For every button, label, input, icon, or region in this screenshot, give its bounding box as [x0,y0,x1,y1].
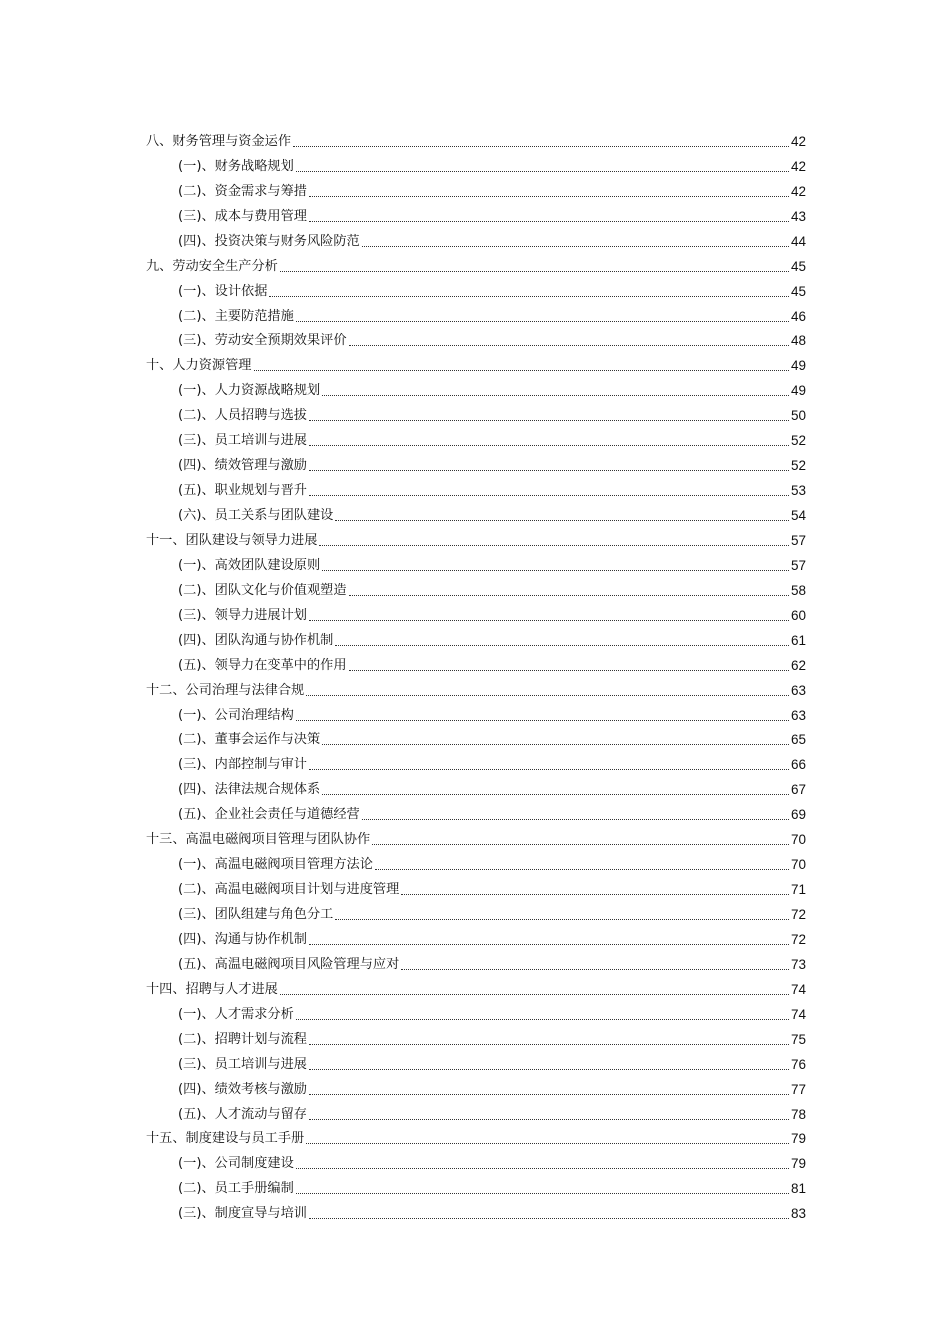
toc-dot-leader [375,868,789,870]
toc-page-number: 62 [790,657,806,673]
toc-entry-title: (二)、员工手册编制 [178,1181,294,1197]
toc-page-number: 57 [790,532,806,548]
toc-section-entry[interactable] [146,949,806,974]
toc-section-entry[interactable] [146,1074,806,1099]
toc-dot-leader [362,818,789,820]
toc-dot-leader [296,320,789,322]
toc-section-entry[interactable] [146,924,806,949]
toc-chapter-entry[interactable] [146,974,806,999]
toc-section-entry[interactable] [146,749,806,774]
toc-dot-leader [296,1018,789,1020]
toc-entry-title: 十一、团队建设与领导力进展 [146,532,318,548]
toc-entry-title: (二)、团队文化与价值观塑造 [178,582,347,598]
toc-section-entry[interactable] [146,500,806,525]
toc-page-number: 57 [790,557,806,573]
toc-section-entry[interactable] [146,1049,806,1074]
toc-entry-title: 十二、公司治理与法律合规 [146,682,305,698]
toc-dot-leader [309,943,789,945]
toc-page-number: 49 [790,383,806,399]
toc-page-number: 45 [790,258,806,274]
toc-dot-leader [309,1217,789,1219]
toc-dot-leader [335,519,789,521]
toc-dot-leader [309,195,789,197]
toc-dot-leader [306,694,789,696]
toc-page-number: 60 [790,607,806,623]
toc-section-entry[interactable] [146,226,806,251]
toc-section-entry[interactable] [146,849,806,874]
toc-chapter-entry[interactable] [146,350,806,375]
toc-section-entry[interactable] [146,176,806,201]
toc-dot-leader [280,993,789,995]
toc-entry-title: (五)、高温电磁阀项目风险管理与应对 [178,956,400,972]
toc-section-entry[interactable] [146,1099,806,1124]
toc-page-number: 79 [790,1131,806,1147]
toc-section-entry[interactable] [146,899,806,924]
toc-dot-leader [322,394,789,396]
toc-entry-title: (四)、投资决策与财务风险防范 [178,233,360,249]
toc-section-entry[interactable] [146,301,806,326]
toc-page-number: 45 [790,283,806,299]
toc-page-number: 43 [790,208,806,224]
toc-dot-leader [309,1043,789,1045]
toc-page-number: 78 [790,1106,806,1122]
toc-dot-leader [322,569,789,571]
toc-page-number: 67 [790,782,806,798]
toc-section-entry[interactable] [146,799,806,824]
toc-dot-leader [280,270,789,272]
toc-page-number: 48 [790,333,806,349]
toc-page-number: 70 [790,832,806,848]
toc-chapter-entry[interactable] [146,1124,806,1149]
toc-section-entry[interactable] [146,874,806,899]
toc-dot-leader [372,843,789,845]
toc-page-number: 49 [790,358,806,374]
toc-section-entry[interactable] [146,625,806,650]
toc-page-number: 72 [790,907,806,922]
toc-entry-title: (五)、领导力在变革中的作用 [178,657,347,673]
toc-section-entry[interactable] [146,575,806,600]
toc-section-entry[interactable] [146,201,806,226]
toc-section-entry[interactable] [146,276,806,301]
toc-page-number: 69 [790,807,806,823]
toc-page-number: 58 [790,582,806,598]
toc-page-number: 74 [790,981,806,997]
table-of-contents [146,126,806,1223]
toc-section-entry[interactable] [146,1148,806,1173]
toc-page-number: 71 [790,882,806,898]
toc-dot-leader [335,644,789,646]
toc-page-number: 53 [790,483,806,499]
toc-page-number: 70 [790,857,806,873]
toc-dot-leader [309,220,789,222]
toc-entry-title: (三)、员工培训与进展 [178,433,307,449]
toc-entry-title: (二)、主要防范措施 [178,308,294,324]
toc-dot-leader [322,793,789,795]
toc-page-number: 72 [790,931,806,947]
toc-entry-title: (二)、高温电磁阀项目计划与进度管理 [178,882,400,898]
toc-section-entry[interactable] [146,326,806,351]
toc-dot-leader [401,893,789,895]
toc-page-number: 42 [790,158,806,174]
toc-entry-title: (一)、公司制度建设 [178,1156,294,1172]
toc-dot-leader [296,1192,789,1194]
toc-dot-leader [362,245,789,247]
toc-dot-leader [309,419,789,421]
toc-page-number: 75 [790,1031,806,1047]
toc-section-entry[interactable] [146,700,806,725]
toc-entry-title: (四)、团队沟通与协作机制 [178,632,334,648]
toc-page-number: 52 [790,458,806,474]
toc-section-entry[interactable] [146,450,806,475]
toc-entry-title: (四)、沟通与协作机制 [178,931,307,947]
toc-page-number: 52 [790,433,806,449]
toc-chapter-entry[interactable] [146,126,806,151]
toc-entry-title: (四)、绩效管理与激励 [178,458,307,474]
toc-dot-leader [296,170,789,172]
toc-entry-title: (一)、高效团队建设原则 [178,557,321,573]
toc-page-number: 42 [790,183,806,199]
toc-page-number: 61 [790,632,806,648]
toc-dot-leader [322,743,789,745]
toc-section-entry[interactable] [146,600,806,625]
toc-dot-leader [349,344,789,346]
toc-page-number: 77 [790,1081,806,1097]
toc-section-entry[interactable] [146,1198,806,1223]
toc-page-number: 81 [790,1181,806,1197]
toc-entry-title: (三)、团队组建与角色分工 [178,907,334,922]
toc-dot-leader [296,719,789,721]
toc-entry-title: (一)、公司治理结构 [178,707,294,723]
toc-dot-leader [309,494,789,496]
toc-entry-title: (三)、内部控制与审计 [178,757,307,773]
toc-dot-leader [349,594,789,596]
toc-page-number: 63 [790,682,806,698]
toc-section-entry[interactable] [146,425,806,450]
toc-page-number: 73 [790,956,806,972]
toc-dot-leader [401,968,789,970]
toc-entry-title: 八、财务管理与资金运作 [146,133,292,149]
toc-dot-leader [309,768,789,770]
toc-section-entry[interactable] [146,550,806,575]
toc-dot-leader [296,1167,789,1169]
toc-entry-title: 十五、制度建设与员工手册 [146,1131,305,1147]
toc-dot-leader [309,1068,789,1070]
toc-dot-leader [254,369,789,371]
toc-dot-leader [309,444,789,446]
toc-section-entry[interactable] [146,1024,806,1049]
toc-section-entry[interactable] [146,774,806,799]
toc-dot-leader [293,145,789,147]
toc-dot-leader [309,1118,789,1120]
toc-page-number: 66 [790,757,806,773]
toc-chapter-entry[interactable] [146,525,806,550]
toc-section-entry[interactable] [146,725,806,750]
toc-entry-title: (二)、董事会运作与决策 [178,732,321,748]
toc-entry-title: (一)、设计依据 [178,283,268,299]
toc-entry-title: (四)、法律法规合规体系 [178,782,321,798]
toc-section-entry[interactable] [146,400,806,425]
toc-dot-leader [319,544,789,546]
toc-entry-title: 十、人力资源管理 [146,358,252,374]
toc-entry-title: (一)、财务战略规划 [178,158,294,174]
toc-page-number: 42 [790,133,806,149]
toc-entry-title: (二)、招聘计划与流程 [178,1031,307,1047]
toc-section-entry[interactable] [146,151,806,176]
toc-section-entry[interactable] [146,475,806,500]
toc-entry-title: 十三、高温电磁阀项目管理与团队协作 [146,832,371,848]
toc-entry-title: (三)、劳动安全预期效果评价 [178,333,347,349]
toc-entry-title: (六)、员工关系与团队建设 [178,508,334,523]
toc-chapter-entry[interactable] [146,675,806,700]
toc-entry-title: (三)、成本与费用管理 [178,208,307,224]
toc-dot-leader [306,1142,789,1144]
toc-section-entry[interactable] [146,1173,806,1198]
toc-entry-title: (三)、员工培训与进展 [178,1056,307,1072]
toc-entry-title: (一)、高温电磁阀项目管理方法论 [178,857,373,873]
toc-page-number: 50 [790,408,806,424]
toc-entry-title: (一)、人力资源战略规划 [178,383,321,399]
toc-page-number: 83 [790,1206,806,1222]
toc-section-entry[interactable] [146,650,806,675]
toc-entry-title: (五)、企业社会责任与道德经营 [178,807,360,823]
toc-entry-title: (四)、绩效考核与激励 [178,1081,307,1097]
toc-entry-title: (一)、人才需求分析 [178,1006,294,1022]
toc-page-number: 46 [790,308,806,324]
toc-dot-leader [309,619,789,621]
toc-entry-title: (五)、人才流动与留存 [178,1106,307,1122]
toc-entry-title: (二)、资金需求与筹措 [178,183,307,199]
toc-section-entry[interactable] [146,375,806,400]
toc-page-number: 79 [790,1156,806,1172]
toc-page-number: 63 [790,707,806,723]
toc-entry-title: (三)、制度宣导与培训 [178,1206,307,1222]
toc-page-number: 44 [790,233,806,249]
toc-page-number: 54 [790,508,806,523]
toc-page-number: 65 [790,732,806,748]
toc-dot-leader [309,469,789,471]
toc-page-number: 76 [790,1056,806,1072]
toc-chapter-entry[interactable] [146,824,806,849]
toc-entry-title: (五)、职业规划与晋升 [178,483,307,499]
toc-entry-title: 十四、招聘与人才进展 [146,981,278,997]
toc-dot-leader [309,1093,789,1095]
toc-chapter-entry[interactable] [146,251,806,276]
toc-dot-leader [269,295,789,297]
toc-entry-title: (二)、人员招聘与选拔 [178,408,307,424]
toc-dot-leader [349,669,789,671]
toc-page-number: 74 [790,1006,806,1022]
toc-dot-leader [335,918,789,920]
toc-section-entry[interactable] [146,999,806,1024]
toc-entry-title: (三)、领导力进展计划 [178,607,307,623]
toc-entry-title: 九、劳动安全生产分析 [146,258,278,274]
